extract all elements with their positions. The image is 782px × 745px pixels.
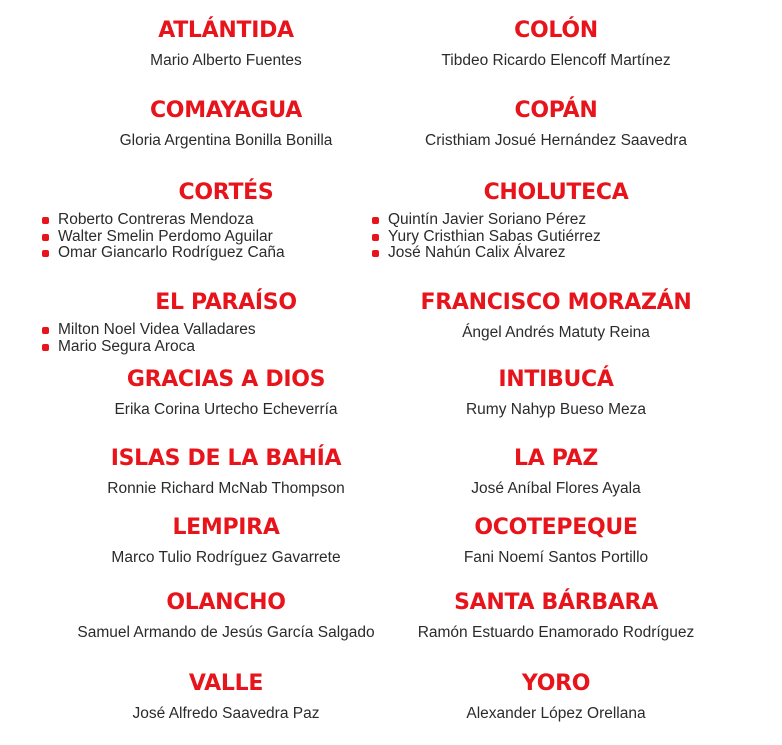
deputy-name: Tibdeo Ricardo Elencoff Martínez	[441, 52, 671, 69]
department-block-yoro	[366, 671, 746, 723]
department-block-comayagua	[36, 98, 416, 150]
department-title: CORTÉS	[178, 180, 274, 205]
department-title: OLANCHO	[166, 590, 286, 615]
department-block-el-paraiso	[36, 290, 416, 355]
department-title: GRACIAS A DIOS	[126, 367, 326, 392]
deputy-name: Omar Giancarlo Rodríguez Caña	[58, 244, 285, 261]
deputy-name: Quintín Javier Soriano Pérez	[388, 211, 587, 228]
department-block-olancho	[36, 590, 416, 642]
department-title: COMAYAGUA	[149, 98, 303, 123]
deputy-name: José Nahún Calix Álvarez	[388, 244, 566, 261]
department-block-la-paz	[366, 446, 746, 498]
department-block-lempira	[36, 515, 416, 567]
deputy-list	[36, 322, 416, 355]
department-block-valle	[36, 671, 416, 723]
department-title: COLÓN	[514, 18, 598, 43]
department-block-cortes	[36, 180, 416, 262]
department-block-intibuca	[366, 367, 746, 419]
deputy-name: Milton Noel Videa Valladares	[58, 321, 256, 338]
deputy-list	[36, 212, 416, 262]
deputy-name: Alexander López Orellana	[466, 705, 646, 722]
department-title: INTIBUCÁ	[498, 367, 614, 392]
department-block-choluteca	[366, 180, 746, 262]
department-title: LA PAZ	[514, 446, 598, 471]
department-title: CHOLUTECA	[483, 180, 629, 205]
department-block-gracias-a-dios	[36, 367, 416, 419]
bullet-icon	[372, 217, 379, 224]
list-item	[36, 339, 416, 356]
deputy-name: José Aníbal Flores Ayala	[471, 480, 641, 497]
deputy-list	[366, 212, 746, 262]
list-item	[366, 245, 746, 262]
deputy-name: Roberto Contreras Mendoza	[58, 211, 254, 228]
deputy-name: Gloria Argentina Bonilla Bonilla	[119, 132, 333, 149]
deputy-name: Ángel Andrés Matuty Reina	[462, 324, 650, 341]
list-item	[36, 229, 416, 246]
bullet-icon	[42, 217, 49, 224]
bullet-icon	[372, 234, 379, 241]
department-title: LEMPIRA	[172, 515, 280, 540]
deputy-name: Marco Tulio Rodríguez Gavarrete	[111, 549, 341, 566]
bullet-icon	[42, 344, 49, 351]
department-block-colon	[366, 18, 746, 70]
deputy-name: Mario Alberto Fuentes	[150, 52, 302, 69]
department-title: VALLE	[188, 671, 264, 696]
deputy-name: Erika Corina Urtecho Echeverría	[114, 401, 338, 418]
deputy-name: Samuel Armando de Jesús García Salgado	[77, 624, 375, 641]
deputy-name: Fani Noemí Santos Portillo	[463, 549, 649, 566]
list-item	[36, 322, 416, 339]
department-title: EL PARAÍSO	[155, 290, 297, 315]
department-title: ATLÁNTIDA	[158, 18, 294, 43]
bullet-icon	[42, 234, 49, 241]
deputy-name: Cristhiam Josué Hernández Saavedra	[425, 132, 687, 149]
department-title: SANTA BÁRBARA	[454, 590, 658, 615]
list-item	[36, 212, 416, 229]
department-title: COPÁN	[514, 98, 598, 123]
bullet-icon	[372, 250, 379, 257]
department-block-ocotepeque	[366, 515, 746, 567]
deputy-name: José Alfredo Saavedra Paz	[132, 705, 320, 722]
deputy-name: Ronnie Richard McNab Thompson	[107, 480, 345, 497]
department-block-francisco-morazan	[366, 290, 746, 342]
deputy-name: Walter Smelin Perdomo Aguilar	[58, 227, 273, 245]
list-item	[366, 229, 746, 246]
department-title: OCOTEPEQUE	[474, 515, 638, 540]
deputy-name: Ramón Estuardo Enamorado Rodríguez	[417, 624, 695, 641]
department-block-santa-barbara	[366, 590, 746, 642]
department-block-copan	[366, 98, 746, 150]
department-title: ISLAS DE LA BAHÍA	[110, 446, 342, 471]
deputy-name: Yury Cristhian Sabas Gutiérrez	[388, 227, 601, 245]
list-item	[36, 245, 416, 262]
bullet-icon	[42, 250, 49, 257]
bullet-icon	[42, 327, 49, 334]
department-block-islas-de-la-bahia	[36, 446, 416, 498]
list-item	[366, 212, 746, 229]
deputy-name: Mario Segura Aroca	[58, 337, 195, 355]
department-block-atlantida	[36, 18, 416, 70]
department-title: YORO	[521, 671, 591, 696]
department-title: FRANCISCO MORAZÁN	[420, 290, 692, 315]
deputy-name: Rumy Nahyp Bueso Meza	[465, 401, 647, 418]
